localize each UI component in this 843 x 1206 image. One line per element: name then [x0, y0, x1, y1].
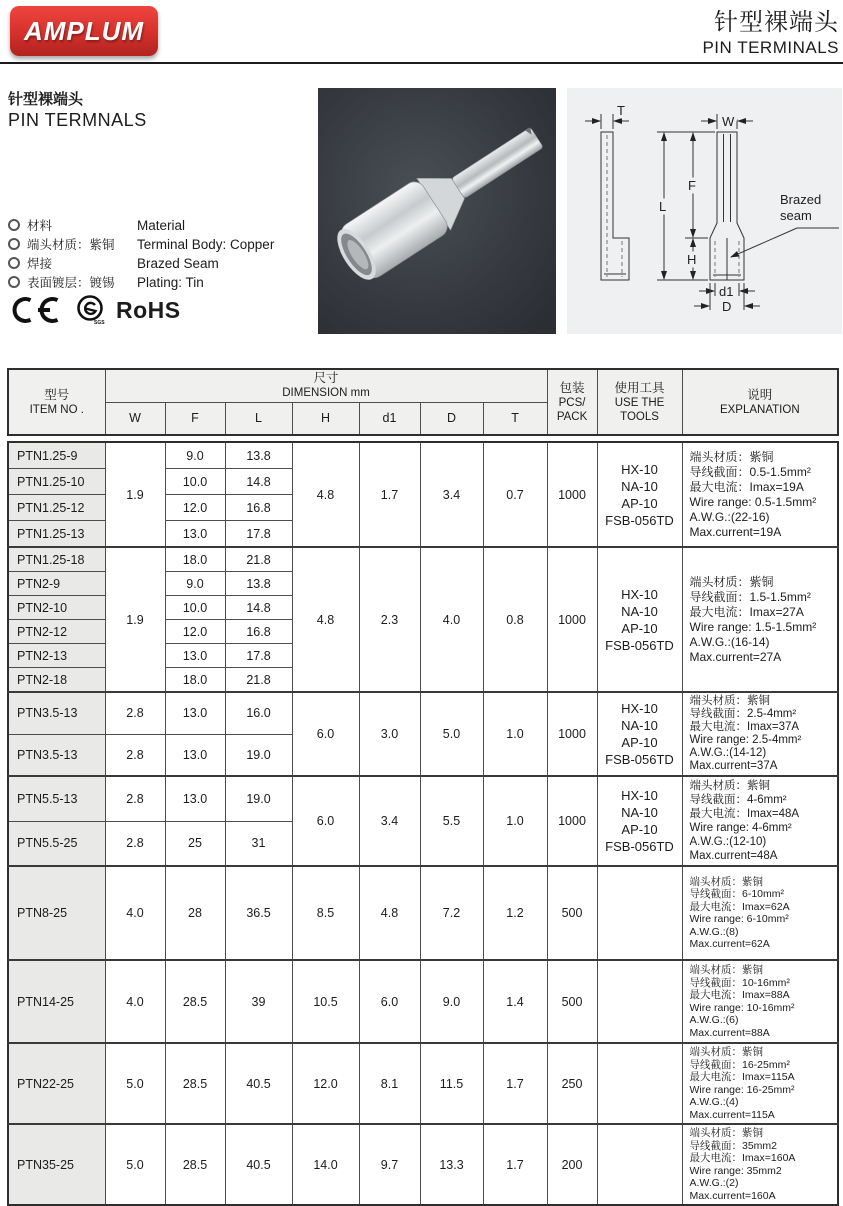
h-cell: 12.0	[292, 1043, 359, 1124]
l-cell: 16.8	[225, 620, 292, 644]
section-title-zh: 针型裸端头	[8, 91, 84, 108]
f-cell: 28.5	[165, 1043, 225, 1124]
d-cell: 5.5	[420, 776, 483, 866]
tools-cell	[597, 1043, 682, 1124]
dim-label-h: H	[687, 252, 697, 267]
w-cell: 2.8	[105, 821, 165, 866]
pin-terminal-image	[318, 88, 556, 334]
f-cell: 13.0	[165, 644, 225, 668]
d-cell: 7.2	[420, 866, 483, 960]
d1-cell: 2.3	[359, 547, 420, 692]
item-cell: PTN2-10	[8, 596, 105, 620]
pack-cell: 200	[547, 1124, 597, 1205]
h-cell: 6.0	[292, 776, 359, 866]
material-zh: 材料	[27, 219, 53, 233]
item-cell: PTN2-13	[8, 644, 105, 668]
tools-cell: HX-10 NA-10 AP-10 FSB-056TD	[597, 776, 682, 866]
item-cell: PTN2-18	[8, 668, 105, 693]
explanation-cell: 端头材质：紫铜 导线截面：4-6mm² 最大电流：Imax=48A Wire range: 4-6mm² A.W.G.:(12-10) Max.current=48A	[682, 776, 838, 866]
dim-label-t: T	[617, 103, 625, 118]
page-title-en: PIN TERMINALS	[702, 38, 839, 57]
page-header	[0, 0, 843, 64]
table-row	[8, 960, 838, 1043]
f-cell: 13.0	[165, 734, 225, 776]
explanation-cell: 端头材质：紫铜 导线截面：16-25mm² 最大电流：Imax=115A Wire range: 16-25mm² A.W.G.:(4) Max.current=115A	[682, 1043, 838, 1124]
l-cell: 21.8	[225, 547, 292, 572]
material-zh: 表面镀层：镀锡	[27, 276, 115, 290]
material-row	[8, 254, 308, 273]
table-row	[8, 442, 838, 469]
tools-cell: HX-10 NA-10 AP-10 FSB-056TD	[597, 692, 682, 776]
dim-label-d: D	[722, 299, 732, 314]
f-cell: 10.0	[165, 596, 225, 620]
col-header-t: T	[483, 402, 547, 435]
tools-cell: HX-10 NA-10 AP-10 FSB-056TD	[597, 547, 682, 692]
t-cell: 1.0	[483, 776, 547, 866]
w-cell: 1.9	[105, 442, 165, 547]
f-cell: 10.0	[165, 469, 225, 495]
tools-cell	[597, 866, 682, 960]
l-cell: 16.0	[225, 692, 292, 734]
w-cell: 2.8	[105, 734, 165, 776]
f-cell: 13.0	[165, 776, 225, 821]
pack-cell: 500	[547, 866, 597, 960]
d-cell: 11.5	[420, 1043, 483, 1124]
l-cell: 13.8	[225, 442, 292, 469]
item-cell: PTN1.25-9	[8, 442, 105, 469]
t-cell: 0.7	[483, 442, 547, 547]
w-cell: 2.8	[105, 692, 165, 734]
f-cell: 28.5	[165, 1124, 225, 1205]
f-cell: 9.0	[165, 442, 225, 469]
l-cell: 19.0	[225, 734, 292, 776]
col-header-f: F	[165, 402, 225, 435]
bullet-icon	[8, 219, 20, 231]
table-row	[8, 866, 838, 960]
col-header-pack: 包装 PCS/ PACK	[547, 369, 597, 435]
brand-logo	[10, 6, 158, 56]
sgs-mark-icon	[75, 294, 107, 326]
bullet-icon	[8, 276, 20, 288]
col-header-w: W	[105, 402, 165, 435]
d1-cell: 9.7	[359, 1124, 420, 1205]
h-cell: 4.8	[292, 547, 359, 692]
explanation-cell: 端头材质：紫铜 导线截面：35mm2 最大电流：Imax=160A Wire range: 35mm2 A.W.G.:(2) Max.current=160A	[682, 1124, 838, 1205]
material-list	[8, 216, 308, 292]
d-cell: 5.0	[420, 692, 483, 776]
dim-label-l: L	[659, 199, 667, 214]
col-header-item: 型号 ITEM NO .	[8, 369, 105, 435]
material-en: Brazed Seam	[137, 256, 219, 271]
pack-cell: 1000	[547, 776, 597, 866]
intro-block	[8, 88, 308, 338]
item-cell: PTN1.25-13	[8, 521, 105, 548]
d-cell: 3.4	[420, 442, 483, 547]
l-cell: 13.8	[225, 572, 292, 596]
dim-label-f: F	[688, 178, 696, 193]
dimension-drawing	[567, 88, 842, 334]
t-cell: 1.4	[483, 960, 547, 1043]
d1-cell: 8.1	[359, 1043, 420, 1124]
explanation-cell: 端头材质：紫铜 导线截面：10-16mm² 最大电流：Imax=88A Wire range: 10-16mm² A.W.G.:(6) Max.current=88A	[682, 960, 838, 1043]
item-cell: PTN1.25-12	[8, 495, 105, 521]
material-en: Terminal Body: Copper	[137, 237, 275, 252]
l-cell: 14.8	[225, 596, 292, 620]
l-cell: 14.8	[225, 469, 292, 495]
material-en: Material	[137, 218, 186, 233]
table-row	[8, 692, 838, 734]
item-cell: PTN3.5-13	[8, 692, 105, 734]
w-cell: 4.0	[105, 960, 165, 1043]
table-row	[8, 547, 838, 572]
col-header-d: D	[420, 402, 483, 435]
dim-label-w: W	[722, 114, 735, 129]
dim-label-d1: d1	[719, 284, 734, 299]
page-title-block	[702, 2, 839, 58]
ce-mark-icon	[8, 295, 66, 325]
spec-table-header	[7, 368, 839, 436]
tools-cell: HX-10 NA-10 AP-10 FSB-056TD	[597, 442, 682, 547]
h-cell: 10.5	[292, 960, 359, 1043]
h-cell: 8.5	[292, 866, 359, 960]
col-header-dimension: 尺寸 DIMENSION mm	[105, 369, 547, 402]
item-cell: PTN5.5-13	[8, 776, 105, 821]
l-cell: 40.5	[225, 1043, 292, 1124]
explanation-cell: 端头材质：紫铜 导线截面：2.5-4mm² 最大电流：Imax=37A Wire range: 2.5-4mm² A.W.G.:(14-12) Max.current=37A	[682, 692, 838, 776]
spec-table-body	[7, 441, 839, 1206]
l-cell: 19.0	[225, 776, 292, 821]
t-cell: 1.7	[483, 1043, 547, 1124]
rohs-label: RoHS	[116, 296, 181, 323]
col-header-tools: 使用工具 USE THE TOOLS	[597, 369, 682, 435]
product-photo	[318, 88, 556, 334]
explanation-cell: 端头材质：紫铜 导线截面：0.5-1.5mm² 最大电流：Imax=19A Wire range: 0.5-1.5mm² A.W.G.:(22-16) Max.current=19A	[682, 442, 838, 547]
f-cell: 13.0	[165, 692, 225, 734]
item-cell: PTN3.5-13	[8, 734, 105, 776]
top-section	[0, 88, 843, 338]
l-cell: 39	[225, 960, 292, 1043]
table-row	[8, 1043, 838, 1124]
item-cell: PTN1.25-10	[8, 469, 105, 495]
d1-cell: 6.0	[359, 960, 420, 1043]
col-header-explanation: 说明 EXPLANATION	[682, 369, 838, 435]
t-cell: 1.0	[483, 692, 547, 776]
f-cell: 12.0	[165, 620, 225, 644]
f-cell: 18.0	[165, 547, 225, 572]
l-cell: 16.8	[225, 495, 292, 521]
w-cell: 4.0	[105, 866, 165, 960]
certifications	[8, 294, 181, 326]
explanation-cell: 端头材质：紫铜 导线截面：6-10mm² 最大电流：Imax=62A Wire range: 6-10mm² A.W.G.:(8) Max.current=62A	[682, 866, 838, 960]
l-cell: 17.8	[225, 521, 292, 548]
pack-cell: 1000	[547, 692, 597, 776]
page-title-zh: 针型裸端头	[714, 9, 839, 36]
l-cell: 21.8	[225, 668, 292, 693]
col-header-h: H	[292, 402, 359, 435]
material-zh: 焊接	[27, 257, 53, 271]
w-cell: 5.0	[105, 1043, 165, 1124]
l-cell: 40.5	[225, 1124, 292, 1205]
l-cell: 17.8	[225, 644, 292, 668]
pack-cell: 1000	[547, 442, 597, 547]
h-cell: 6.0	[292, 692, 359, 776]
table-row	[8, 776, 838, 821]
l-cell: 31	[225, 821, 292, 866]
material-zh: 端头材质：紫铜	[27, 238, 115, 252]
f-cell: 9.0	[165, 572, 225, 596]
t-cell: 1.2	[483, 866, 547, 960]
section-title-en: PIN TERMNALS	[8, 110, 147, 130]
pack-cell: 250	[547, 1043, 597, 1124]
h-cell: 4.8	[292, 442, 359, 547]
item-cell: PTN2-12	[8, 620, 105, 644]
table-row	[8, 1124, 838, 1205]
f-cell: 12.0	[165, 495, 225, 521]
f-cell: 28.5	[165, 960, 225, 1043]
f-cell: 13.0	[165, 521, 225, 548]
bullet-icon	[8, 257, 20, 269]
d1-cell: 1.7	[359, 442, 420, 547]
l-cell: 36.5	[225, 866, 292, 960]
brazed-seam-label: seam	[780, 208, 812, 223]
d-cell: 13.3	[420, 1124, 483, 1205]
d1-cell: 4.8	[359, 866, 420, 960]
dimension-diagram	[567, 88, 842, 334]
col-header-d1: d1	[359, 402, 420, 435]
brazed-seam-label: Brazed	[780, 192, 822, 207]
w-cell: 2.8	[105, 776, 165, 821]
d1-cell: 3.4	[359, 776, 420, 866]
material-en: Plating: Tin	[137, 275, 204, 290]
pack-cell: 1000	[547, 547, 597, 692]
item-cell: PTN22-25	[8, 1043, 105, 1124]
h-cell: 14.0	[292, 1124, 359, 1205]
sgs-mark-text: SGS	[94, 320, 105, 326]
item-cell: PTN1.25-18	[8, 547, 105, 572]
brand-logo-text: AMPLUM	[23, 15, 145, 46]
spec-table-area	[7, 368, 837, 1206]
d1-cell: 3.0	[359, 692, 420, 776]
w-cell: 5.0	[105, 1124, 165, 1205]
item-cell: PTN2-9	[8, 572, 105, 596]
d-cell: 9.0	[420, 960, 483, 1043]
pack-cell: 500	[547, 960, 597, 1043]
item-cell: PTN5.5-25	[8, 821, 105, 866]
material-row	[8, 216, 308, 235]
tools-cell	[597, 1124, 682, 1205]
t-cell: 0.8	[483, 547, 547, 692]
item-cell: PTN14-25	[8, 960, 105, 1043]
f-cell: 28	[165, 866, 225, 960]
bullet-icon	[8, 238, 20, 250]
col-header-l: L	[225, 402, 292, 435]
explanation-cell: 端头材质：紫铜 导线截面：1.5-1.5mm² 最大电流：Imax=27A Wire range: 1.5-1.5mm² A.W.G.:(16-14) Max.current=27A	[682, 547, 838, 692]
f-cell: 18.0	[165, 668, 225, 693]
material-row	[8, 273, 308, 292]
f-cell: 25	[165, 821, 225, 866]
d-cell: 4.0	[420, 547, 483, 692]
t-cell: 1.7	[483, 1124, 547, 1205]
item-cell: PTN35-25	[8, 1124, 105, 1205]
material-row	[8, 235, 308, 254]
w-cell: 1.9	[105, 547, 165, 692]
tools-cell	[597, 960, 682, 1043]
item-cell: PTN8-25	[8, 866, 105, 960]
